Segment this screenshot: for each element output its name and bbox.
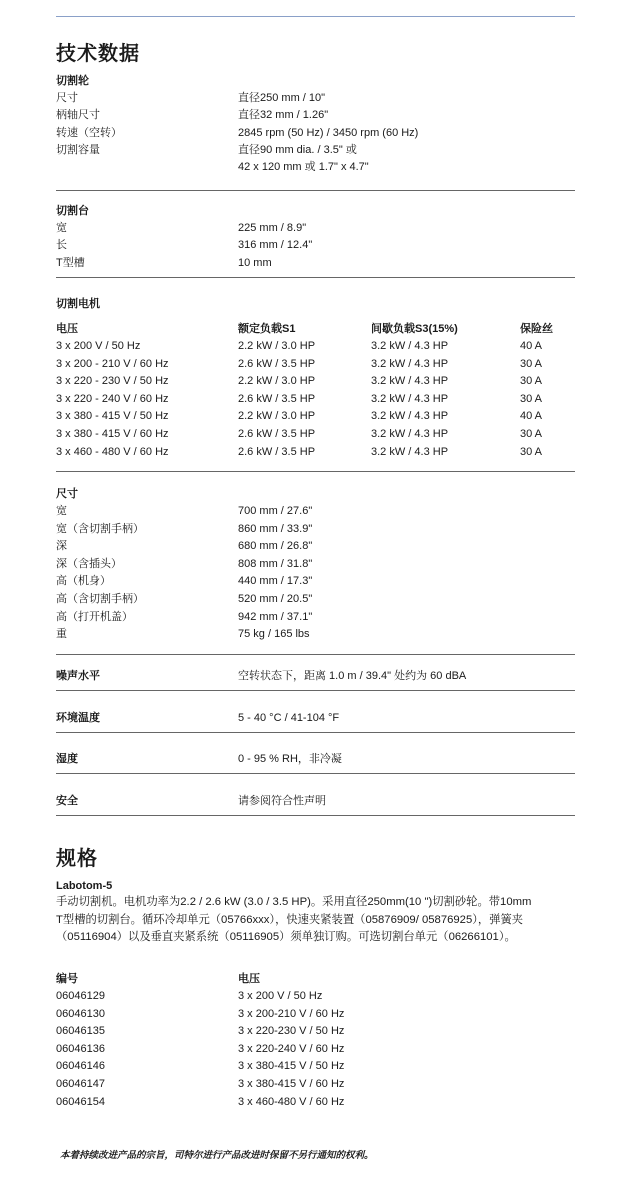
voltage-cell: 3 x 200 - 210 V / 60 Hz [56,357,169,370]
dimension-row [56,573,575,590]
motor-row [56,426,575,443]
code-cell: 06046154 [56,1095,105,1108]
code-cell: 06046146 [56,1060,105,1073]
s3-cell: 3.2 kW / 4.3 HP [371,375,449,388]
col-s3: 间歇负载S3(15%) [371,323,458,335]
dimension-row [56,609,575,626]
row-value: 10 mm [238,256,272,269]
row-value: 942 mm / 37.1" [238,610,313,623]
s1-cell: 2.2 kW / 3.0 HP [238,410,316,423]
row-label: 转速（空转） [56,126,122,139]
section-divider [56,815,575,816]
row-label: 长 [56,239,67,252]
s3-cell: 3.2 kW / 4.3 HP [371,340,449,352]
row-label: 高（机身） [56,575,111,588]
col-fuse: 保险丝 [520,323,553,335]
col-s1: 额定负载S1 [238,323,296,335]
code-cell: 06046135 [56,1025,105,1038]
s3-cell: 3.2 kW / 4.3 HP [371,410,449,423]
motor-row [56,356,575,373]
fuse-cell: 40 A [520,410,543,423]
fuse-cell: 30 A [520,445,543,458]
motor-row [56,408,575,425]
dimension-row [56,503,575,520]
section-divider [56,690,575,691]
table-row [56,255,575,272]
row-value: 316 mm / 12.4" [238,239,313,252]
fuse-cell: 40 A [520,340,543,352]
section-divider [56,471,575,472]
row-value: 直径250 mm / 10" [238,92,326,104]
motor-row [56,391,575,408]
voltage-cell: 3 x 220-230 V / 50 Hz [238,1025,345,1038]
col-code: 编号 [56,973,78,985]
voltage-cell: 3 x 460 - 480 V / 60 Hz [56,445,169,458]
s1-cell: 2.2 kW / 3.0 HP [238,340,316,352]
s3-cell: 3.2 kW / 4.3 HP [371,392,449,405]
spec-row [56,1058,575,1075]
dimension-row [56,556,575,573]
section-divider [56,654,575,655]
row-label: 高（含切割手柄） [56,593,144,605]
s3-cell: 3.2 kW / 4.3 HP [371,357,449,370]
row-label: 深 [56,540,67,553]
voltage-cell: 3 x 200 V / 50 Hz [238,990,323,1002]
s3-cell: 3.2 kW / 4.3 HP [371,445,449,458]
spec-title: 规格 [56,848,98,870]
blade-row [56,159,575,176]
row-label: 柄轴尺寸 [56,109,100,122]
voltage-cell: 3 x 200-210 V / 60 Hz [238,1007,345,1020]
fuse-cell: 30 A [520,375,543,388]
row-value: 直径32 mm / 1.26" [238,109,329,122]
dimension-row [56,591,575,608]
code-cell: 06046129 [56,990,105,1002]
spec-row [56,1041,575,1058]
code-cell: 06046136 [56,1042,105,1055]
top-divider [56,16,575,17]
s1-cell: 2.6 kW / 3.5 HP [238,392,316,405]
code-cell: 06046130 [56,1007,105,1020]
spec-column-headers [56,971,575,988]
motor-row [56,373,575,390]
row-label: 宽（含切割手柄） [56,522,144,535]
table-heading: 切割台 [56,205,89,217]
row-value: 700 mm / 27.6" [238,505,313,517]
section-divider [56,190,575,191]
row-value: 520 mm / 20.5" [238,593,313,605]
table-row [56,237,575,254]
voltage-cell: 3 x 380-415 V / 60 Hz [238,1078,345,1090]
col-voltage: 电压 [56,323,78,335]
motor-heading: 切割电机 [56,298,100,310]
row-value: 440 mm / 17.3" [238,575,313,588]
code-cell: 06046147 [56,1078,105,1090]
fuse-cell: 30 A [520,357,543,370]
row-value: 808 mm / 31.8" [238,557,313,570]
row-value: 860 mm / 33.9" [238,522,313,535]
spec-model: Labotom-5 [56,880,113,892]
voltage-cell: 3 x 380 - 415 V / 50 Hz [56,410,169,423]
row-value: 680 mm / 26.8" [238,540,313,553]
blade-row [56,125,575,142]
motor-row [56,444,575,461]
motor-column-headers [56,321,575,338]
row-value: 225 mm / 8.9" [238,222,307,234]
row-label: 高（打开机盖） [56,610,133,623]
row-label: 重 [56,628,67,641]
s1-cell: 2.6 kW / 3.5 HP [238,445,316,458]
dimension-row [56,538,575,555]
blade-row [56,142,575,159]
row-label: T型槽 [56,256,85,269]
s3-cell: 3.2 kW / 4.3 HP [371,428,449,440]
spec-row [56,1006,575,1023]
voltage-cell: 3 x 460-480 V / 60 Hz [238,1095,345,1108]
voltage-cell: 3 x 220-240 V / 60 Hz [238,1042,345,1055]
page-title: 技术数据 [56,43,140,65]
dimension-row [56,521,575,538]
row-label: 宽 [56,222,67,234]
voltage-cell: 3 x 220 - 240 V / 60 Hz [56,392,169,405]
row-label: 深（含插头） [56,557,122,570]
fuse-cell: 30 A [520,392,543,405]
section-divider [56,773,575,774]
s1-cell: 2.6 kW / 3.5 HP [238,428,316,440]
table-row [56,220,575,237]
spec-row [56,1023,575,1040]
row-value: 直径90 mm dia. / 3.5" 或 [238,143,357,156]
voltage-cell: 3 x 380-415 V / 50 Hz [238,1060,345,1073]
blade-row [56,90,575,107]
blade-heading: 切割轮 [56,75,89,87]
dimensions-heading: 尺寸 [56,488,78,500]
dimension-row [56,626,575,643]
spec-row [56,1094,575,1111]
row-label: 尺寸 [56,92,78,104]
section-divider [56,277,575,278]
fuse-cell: 30 A [520,428,543,440]
row-value: 42 x 120 mm 或 1.7" x 4.7" [238,161,369,174]
voltage-cell: 3 x 380 - 415 V / 60 Hz [56,428,169,440]
voltage-cell: 3 x 200 V / 50 Hz [56,340,141,352]
section-divider [56,732,575,733]
row-value: 2845 rpm (50 Hz) / 3450 rpm (60 Hz) [238,126,419,139]
row-label: 宽 [56,505,67,517]
spec-description: 手动切割机。电机功率为2.2 / 2.6 kW (3.0 / 3.5 HP)。采用直径250mm(10 ")切割砂轮。带10mm T型槽的切割台。循环冷却单元（05766xxx），快速夹紧装置（05876909/ 05876925），弹簧夹 （05116904）以及垂直夹紧系统（05116905）须单独订购。可选切割台单元（06266101）。 [56,896,532,943]
row-label: 切割容量 [56,143,100,156]
row-value: 75 kg / 165 lbs [238,628,310,641]
blade-row [56,107,575,124]
voltage-cell: 3 x 220 - 230 V / 50 Hz [56,375,169,388]
motor-row [56,338,575,355]
s1-cell: 2.6 kW / 3.5 HP [238,357,316,370]
footnote: 本着持续改进产品的宗旨，司特尔进行产品改进时保留不另行通知的权利。 [60,1150,374,1161]
spec-row [56,988,575,1005]
col-spec-voltage: 电压 [238,973,260,985]
s1-cell: 2.2 kW / 3.0 HP [238,375,316,388]
spec-row [56,1076,575,1093]
